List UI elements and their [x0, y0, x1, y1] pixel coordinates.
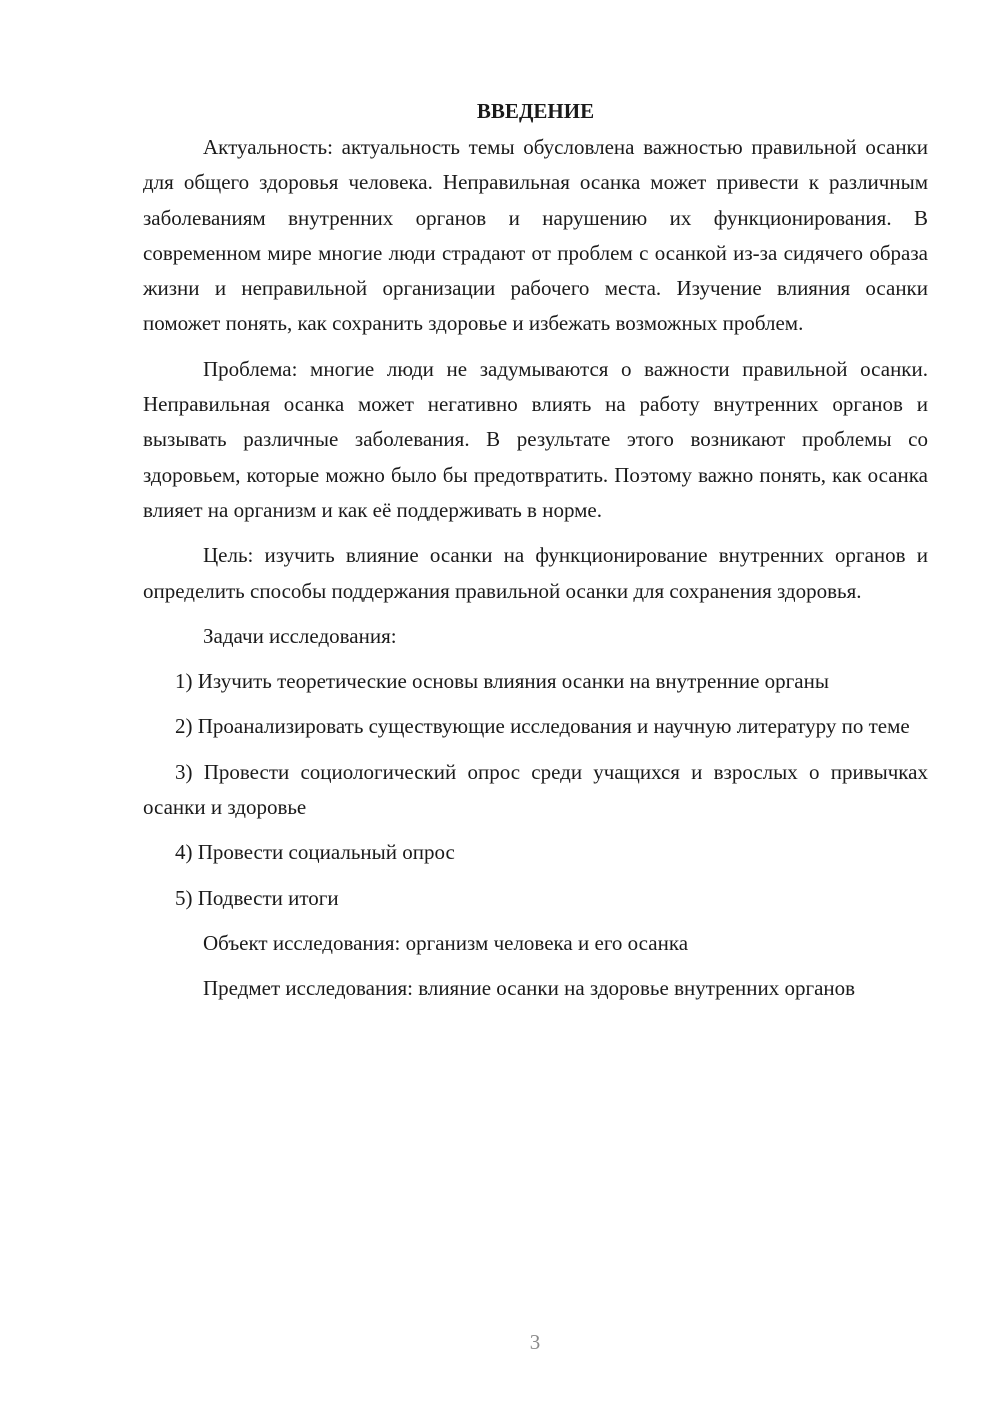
document-page — [143, 94, 928, 1017]
object-paragraph: Объект исследования: организм человека и его осанка — [203, 930, 689, 955]
task-item: 5) Подвести итоги — [175, 885, 339, 910]
page-number: 3 — [529, 1330, 541, 1354]
relevance-paragraph: Актуальность: актуальность темы обусловлена важностью правильной осанки для общего здоровья человека. Неправильная осанка может привести к различным заболеваниям внутренних органов и нарушению их функционирования. В современном мире многие люди страдают от проблем с осанкой из-за сидячего образа жизни и неправильной организации рабочего места. Изучение влияния осанки поможет понять, как сохранить здоровье и избежать возможных проблем. — [143, 135, 928, 336]
problem-paragraph: Проблема: многие люди не задумываются о важности правильной осанки. Неправильная осанка может негативно влиять на работу внутренних органов и вызывать различные заболевания. В результате этого возникают проблемы со здоровьем, которые можно было бы предотвратить. Поэтому важно понять, как осанка влияет на организм и как её поддерживать в норме. — [143, 356, 928, 522]
tasks-heading: Задачи исследования: — [203, 623, 397, 648]
task-item: 1) Изучить теоретические основы влияния осанки на внутренние органы — [175, 669, 829, 694]
section-title: ВВЕДЕНИЕ — [476, 99, 595, 123]
task-item: 2) Проанализировать существующие исследования и научную литературу по теме — [175, 714, 910, 739]
task-item: 4) Провести социальный опрос — [175, 840, 455, 865]
subject-paragraph: Предмет исследования: влияние осанки на здоровье внутренних органов — [203, 976, 856, 1001]
goal-paragraph: Цель: изучить влияние осанки на функционирование внутренних органов и определить способы поддержания правильной осанки для сохранения здоровья. — [143, 543, 928, 603]
task-item: 3) Провести социологический опрос среди учащихся и взрослых о привычках осанки и здоровье — [143, 759, 928, 820]
